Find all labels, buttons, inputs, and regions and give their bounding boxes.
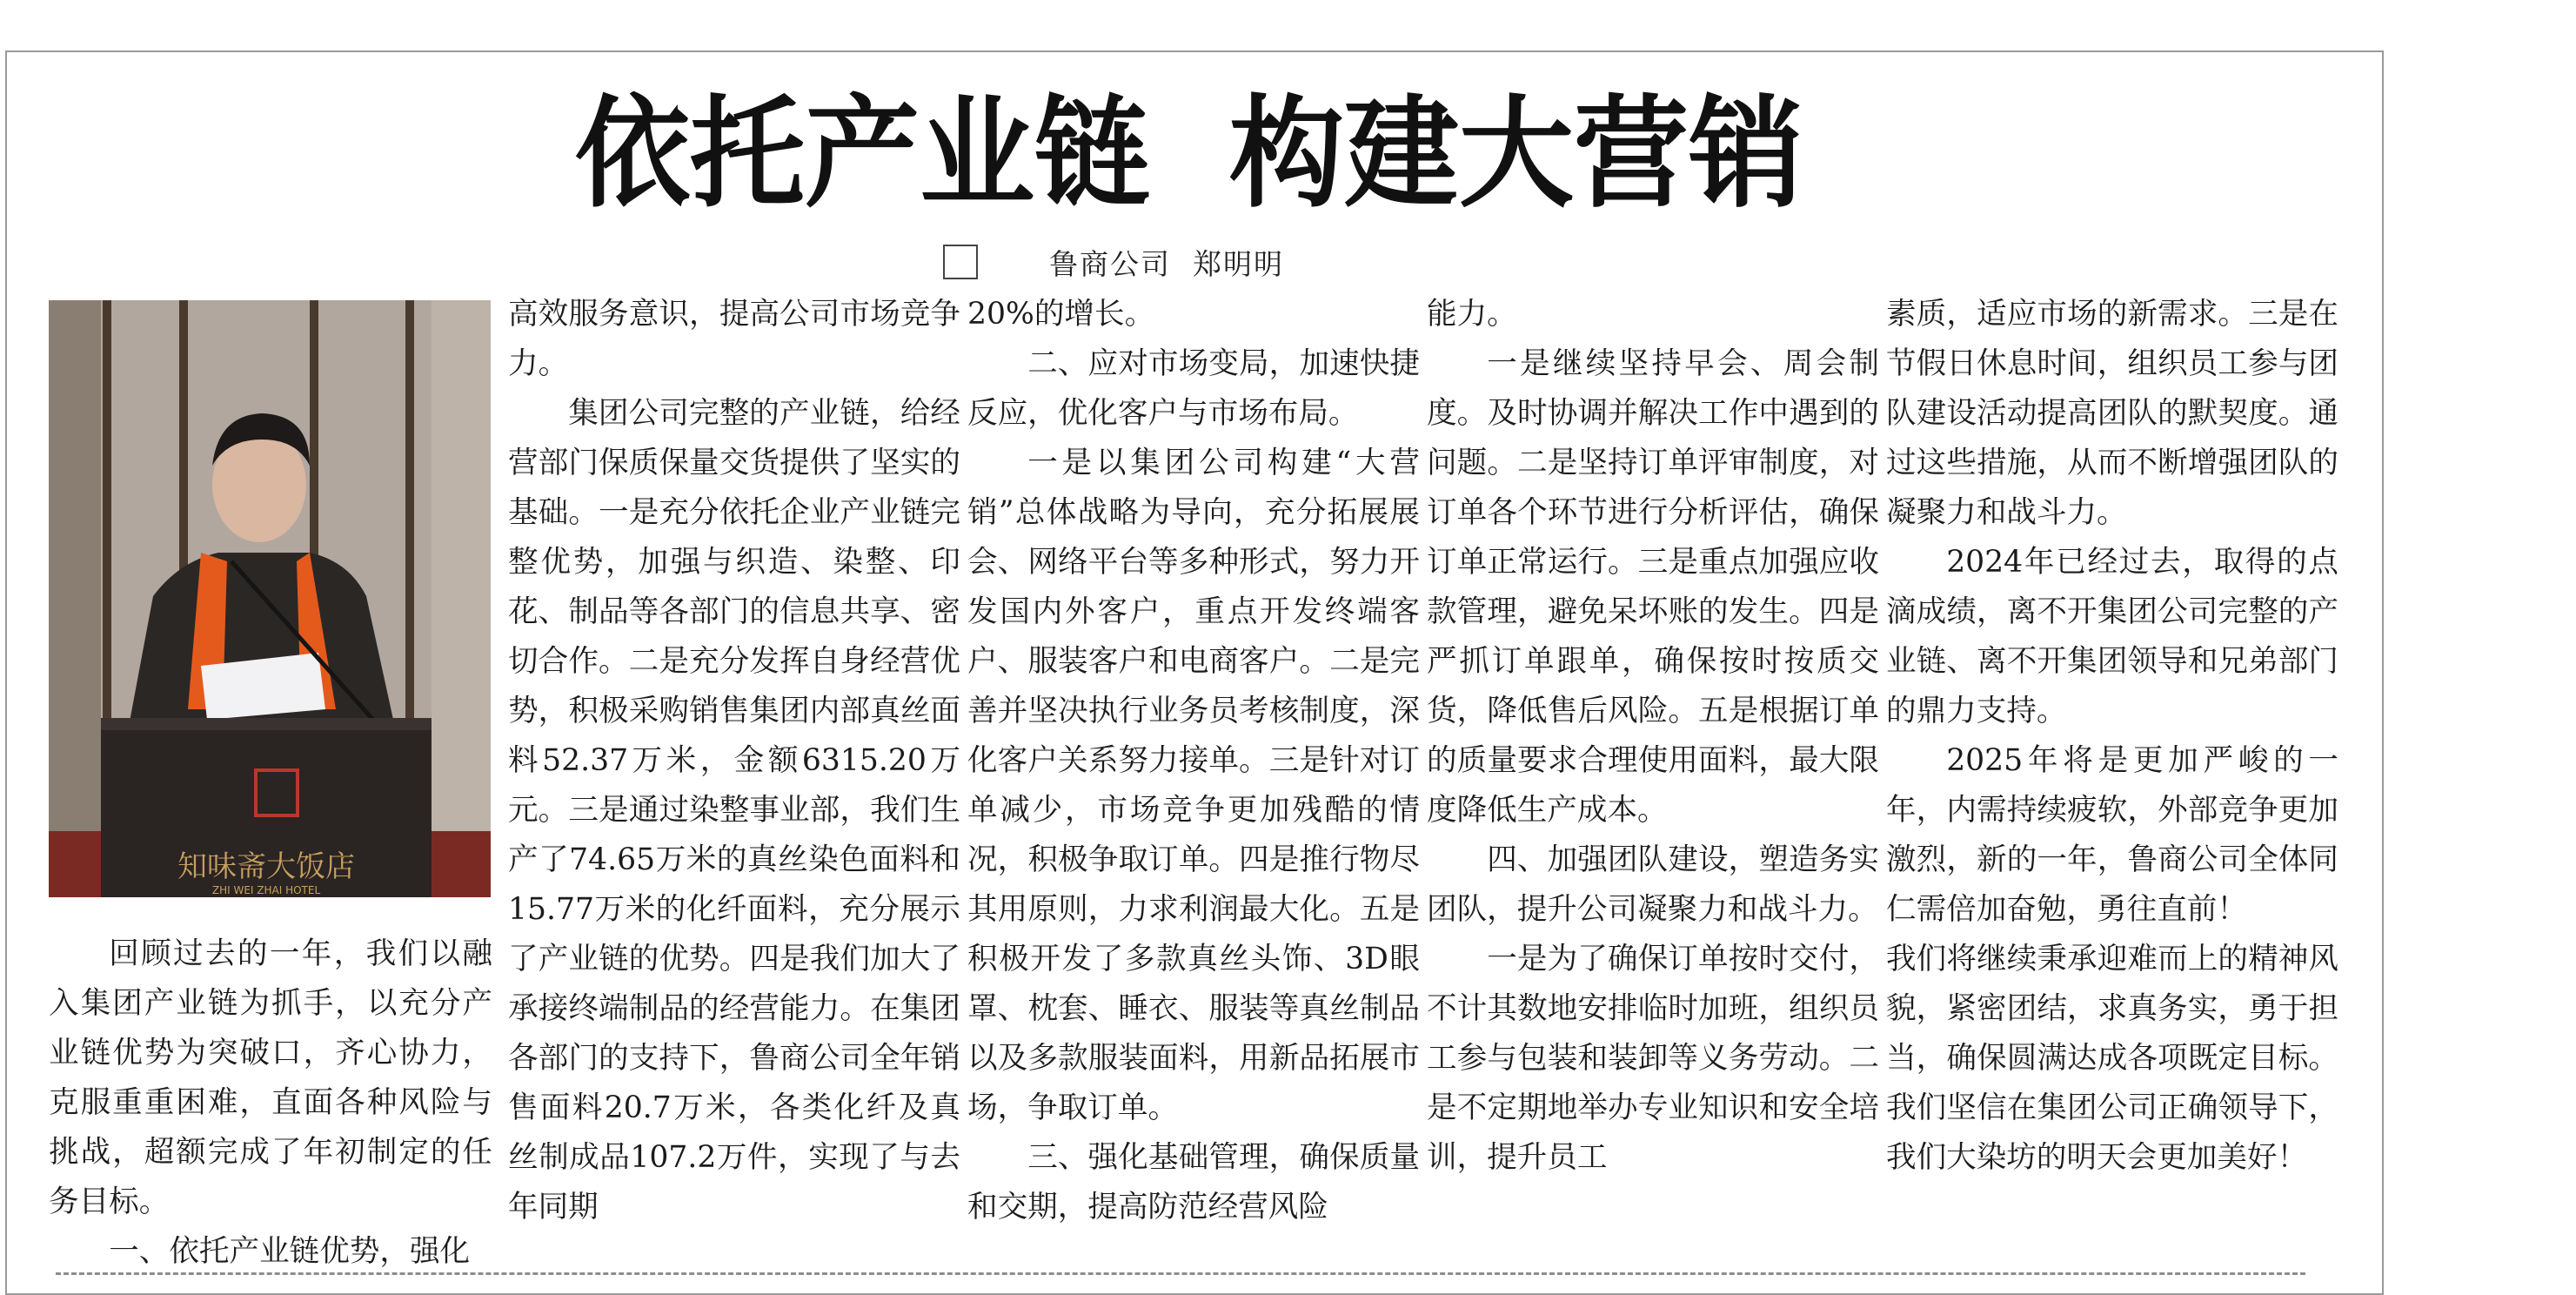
paragraph: 回顾过去的一年，我们以融入集团产业链为抓手，以充分产业链优势为突破口，齐心协力，克服重重困难，直面各种风险与挑战，超额完成了年初制定的任务目标。 <box>49 936 492 1219</box>
podium-sign-text: 知味斋大饭店 <box>177 849 355 884</box>
article-column-4 <box>1427 290 1879 1183</box>
article-title: 依托产业链 构建大营销 <box>575 83 1803 225</box>
article-column-5 <box>1886 290 2338 1183</box>
article-column-2 <box>508 290 960 1232</box>
paragraph: 20%的增长。 <box>967 297 1155 332</box>
byline-box-icon <box>943 245 978 279</box>
paragraph: 能力。 <box>1427 297 1517 332</box>
paragraph: 我们将继续秉承迎难而上的精神风貌，紧密团结，求真务实，勇于担当，确保圆满达成各项既定目标。我们坚信在集团公司正确领导下，我们大染坊的明天会更加美好！ <box>1886 942 2338 1175</box>
paragraph: 一是以集团公司构建“大营销”总体战略为导向，充分拓展展会、网络平台等多种形式，努力开发国内外客户，重点开发终端客户、服装客户和电商客户。二是完善并坚决执行业务员考核制度，深化客户关系努力接单。三是针对订单减少，市场竞争更加残酷的情况，积极争取订单。四是推行物尽其用原则，力求利润最大化。五是积极开发了多款真丝头饰、3D眼罩、枕套、睡衣、服装等真丝制品以及多款服装面料，用新品拓展市场，争取订单。 <box>967 446 1420 1125</box>
article-column-3 <box>967 290 1420 1232</box>
section-heading: 三、强化基础管理，确保质量和交期，提高防范经营风险 <box>967 1140 1420 1225</box>
paragraph: 集团公司完整的产业链，给经营部门保质保量交货提供了坚实的基础。一是充分依托企业产业链完整优势，加强与织造、染整、印花、制品等各部门的信息共享、密切合作。二是充分发挥自身经营优势，积极采购销售集团内部真丝面料52.37万米，金额6315.20万元。三是通过染整事业部，我们生产了74.65万米的真丝染色面料和15.77万米的化纤面料，充分展示了产业链的优势。四是我们加大了承接终端制品的经营能力。在集团各部门的支持下，鲁商公司全年销售面料20.7万米，各类化纤及真丝制成品107.2万件，实现了与去年同期 <box>508 396 960 1225</box>
paragraph: 素质，适应市场的新需求。三是在节假日休息时间，组织员工参与团队建设活动提高团队的默契度。通过这些措施，从而不断增强团队的凝聚力和战斗力。 <box>1886 297 2338 530</box>
paragraph: 2025年将是更加严峻的一年，内需持续疲软，外部竞争更加激烈，新的一年，鲁商公司全体同仁需倍加奋勉，勇往直前！ <box>1886 743 2338 927</box>
section-heading: 四、加强团队建设，塑造务实团队，提升公司凝聚力和战斗力。 <box>1427 842 1879 927</box>
paragraph: 2024年已经过去，取得的点滴成绩，离不开集团公司完整的产业链、离不开集团领导和兄弟部门的鼎力支持。 <box>1886 545 2338 728</box>
paragraph: 一是继续坚持早会、周会制度。及时协调并解决工作中遇到的问题。二是坚持订单评审制度，对订单各个环节进行分析评估，确保订单正常运行。三是重点加强应收款管理，避免呆坏账的发生。四是严抓订单跟单，确保按时按质交货，降低售后风险。五是根据订单的质量要求合理使用面料，最大限度降低生产成本。 <box>1427 346 1879 828</box>
section-heading: 二、应对市场变局，加速快捷反应，优化客户与市场布局。 <box>967 346 1420 431</box>
byline <box>943 235 1284 289</box>
paragraph: 高效服务意识，提高公司市场竞争力。 <box>508 297 960 381</box>
byline-author: 鲁商公司 郑明明 <box>1049 246 1284 281</box>
podium-sign-subtext: ZHI WEI ZHAI HOTEL <box>211 884 321 896</box>
paragraph: 一是为了确保订单按时交付，不计其数地安排临时加班，组织员工参与包装和装卸等义务劳动。二是不定期地举办专业知识和安全培训，提升员工 <box>1427 942 1879 1175</box>
article-column-1 <box>49 929 492 1277</box>
paragraph: 一、依托产业链优势，强化 <box>109 1234 471 1269</box>
bottom-divider <box>56 1272 2305 1275</box>
speaker-photo <box>49 300 491 897</box>
